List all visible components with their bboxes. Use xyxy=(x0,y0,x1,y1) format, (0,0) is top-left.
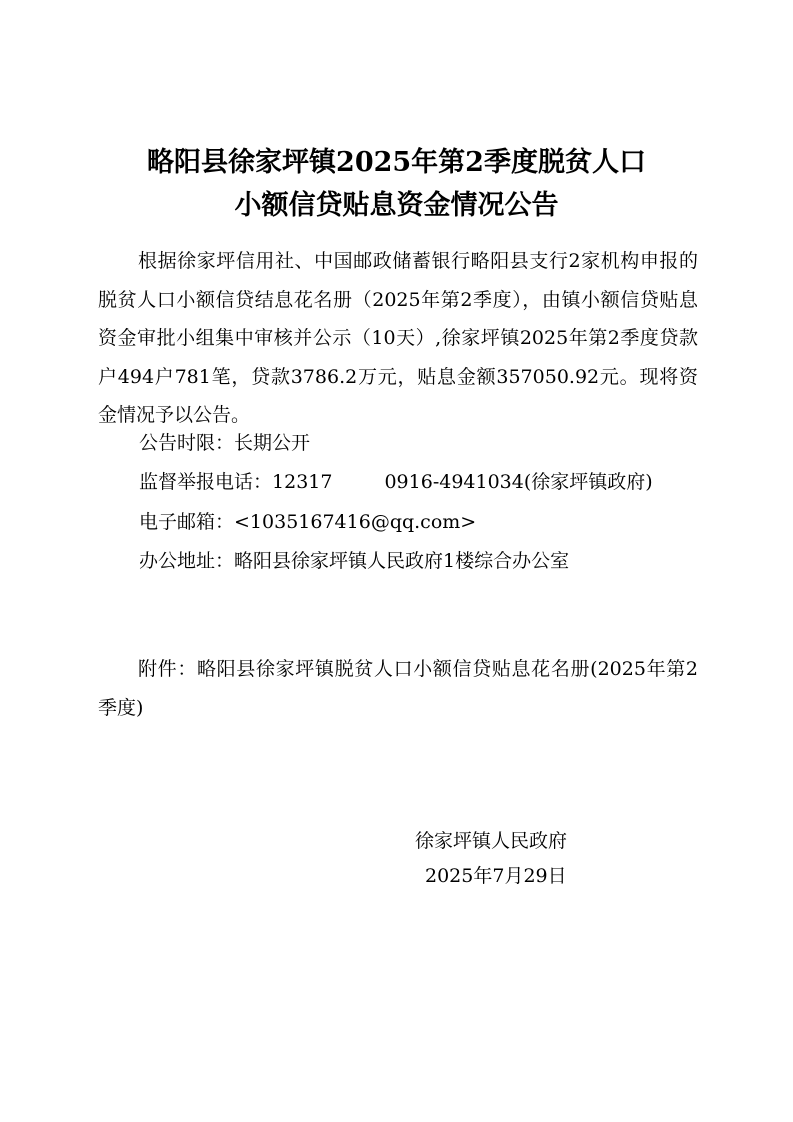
attachment-note: 附件：略阳县徐家坪镇脱贫人口小额信贷贴息花名册(2025年第2季度) xyxy=(98,658,698,719)
announcement-term-line xyxy=(139,428,310,455)
email-value: <1035167416@qq.com> xyxy=(234,511,477,533)
report-phone-line xyxy=(139,467,653,494)
announcement-paragraph: 根据徐家坪信用社、中国邮政储蓄银行略阳县支行2家机构申报的脱贫人口小额信贷结息花名册（2025年第2季度），由镇小额信贷贴息资金审批小组集中审核并公示（10天）,徐家坪镇2025年第2季度贷款户494户781笔，贷款3786.2万元，贴息金额357050.92元。现将资金情况予以公告。 xyxy=(98,250,698,426)
address-value: 略阳县徐家坪镇人民政府1楼综合办公室 xyxy=(234,550,570,572)
phone-number-2: 0916-4941034(徐家坪镇政府) xyxy=(384,471,653,493)
email-line xyxy=(139,507,476,534)
phone-number-1: 12317 xyxy=(272,471,333,493)
signature-organization: 徐家坪镇人民政府 xyxy=(415,830,568,852)
address-label: 办公地址： xyxy=(139,550,235,572)
signature-date: 2025年7月29日 xyxy=(425,865,567,887)
document-title-line-1: 略阳县徐家坪镇2025年第2季度脱贫人口 xyxy=(147,147,646,178)
email-label: 电子邮箱： xyxy=(139,511,235,533)
term-value: 长期公开 xyxy=(234,432,311,454)
office-address-line xyxy=(139,546,569,573)
phone-label: 监督举报电话： xyxy=(139,471,273,493)
document-title-line-2: 小额信贷贴息资金情况公告 xyxy=(234,190,559,221)
term-label: 公告时限： xyxy=(139,432,235,454)
